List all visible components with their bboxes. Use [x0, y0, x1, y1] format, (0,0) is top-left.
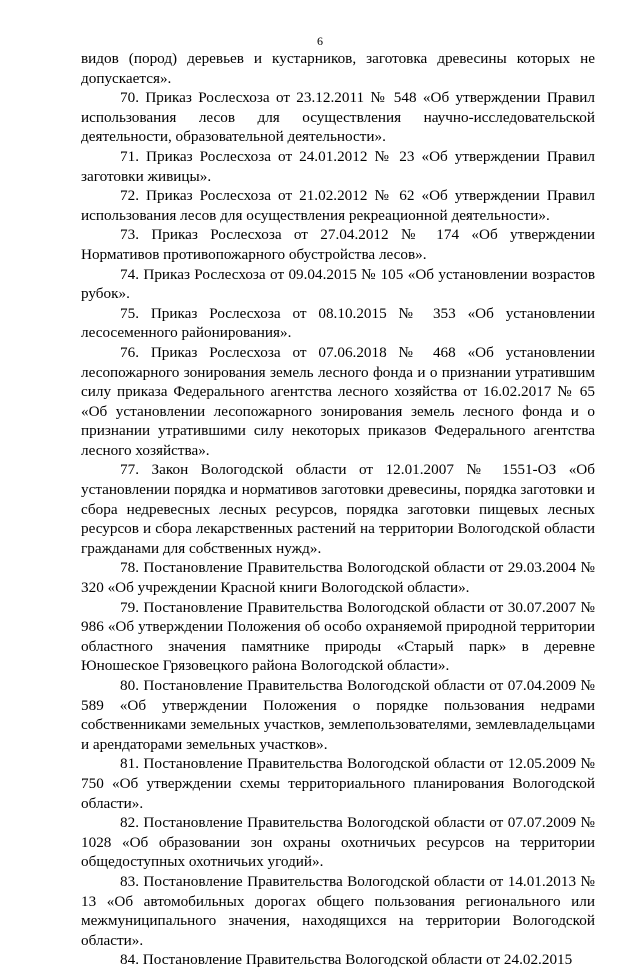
list-item-82	[81, 813, 595, 872]
item-text: Приказ Рослесхоза от 08.10.2015 № 353 «Об установлении лесосеменного районирования».	[81, 304, 596, 342]
list-item-71	[81, 147, 595, 186]
item-number: 78.	[120, 559, 139, 577]
list-item-74	[81, 265, 595, 304]
item-number: 72.	[120, 187, 139, 205]
list-item-76	[81, 343, 595, 461]
item-text: Постановление Правительства Вологодской области от 24.02.2015	[142, 951, 573, 969]
item-text: Постановление Правительства Вологодской области от 14.01.2013 № 13 «Об автомобильных дорогах общего пользования регионального или межмуниципального значения, находящихся на территории Вологодской области».	[81, 872, 595, 949]
document-body	[81, 49, 595, 970]
item-number: 77.	[120, 461, 139, 479]
lead-paragraph: видов (пород) деревьев и кустарников, заготовка древесины которых не допускается».	[81, 50, 595, 87]
list-item-77	[81, 460, 595, 558]
item-number: 82.	[120, 814, 139, 832]
item-text: Приказ Рослесхоза от 23.12.2011 № 548 «Об утверждении Правил использования лесов для осуществления научно-исследовательской деятельности, образовательной деятельности».	[81, 89, 596, 146]
item-number: 75.	[120, 304, 139, 322]
list-item-78	[81, 558, 595, 597]
item-number: 81.	[120, 755, 139, 773]
item-text: Приказ Рослесхоза от 21.02.2012 № 62 «Об утверждении Правил использования лесов для осуществления рекреационной деятельности».	[81, 187, 596, 224]
item-text: Приказ Рослесхоза от 09.04.2015 № 105 «Об установлении возрастов рубок».	[81, 265, 595, 303]
item-text: Постановление Правительства Вологодской области от 12.05.2009 № 750 «Об утверждении схемы территориального планирования Вологодской области».	[81, 755, 595, 812]
item-number: 74.	[120, 265, 139, 283]
item-number: 79.	[120, 598, 139, 616]
item-number: 76.	[120, 343, 139, 361]
list-item-72	[81, 186, 595, 225]
item-text: Закон Вологодской области от 12.01.2007 № 1551-ОЗ «Об установлении порядка и нормативов заготовки древесины, порядка заготовки и сбора недревесных лесных ресурсов, порядка заготовки пищевых лесных ресурсов и сбора лекарственных растений на территории Вологодской области гражданами для собственных нужд».	[81, 461, 596, 557]
item-number: 83.	[120, 872, 139, 890]
item-number: 84.	[120, 951, 139, 969]
list-item-80	[81, 676, 595, 754]
item-text: Постановление Правительства Вологодской области от 07.07.2009 № 1028 «Об образовании зон охраны охотничьих ресурсов на территории общедоступных охотничьих угодий».	[81, 814, 595, 871]
item-text: Приказ Рослесхоза от 24.01.2012 № 23 «Об утверждении Правил заготовки живицы».	[81, 147, 596, 185]
item-text: Постановление Правительства Вологодской области от 30.07.2007 № 986 «Об утверждении Положения об особо охраняемой природной территории областного значения памятнике природы «Старый парк» в деревне Юношеское Грязовецкого района Вологодской области».	[81, 598, 595, 675]
page-number: 6	[317, 34, 323, 48]
item-number: 70.	[120, 89, 139, 107]
list-item-73	[81, 225, 595, 264]
item-text: Постановление Правительства Вологодской области от 29.03.2004 № 320 «Об учреждении Красной книги Вологодской области».	[81, 559, 595, 597]
item-number: 80.	[120, 677, 139, 694]
item-number: 71.	[120, 147, 139, 165]
list-item-81	[81, 754, 595, 813]
list-item-75	[81, 304, 595, 343]
item-text: Приказ Рослесхоза от 27.04.2012 № 174 «Об утверждении Нормативов противопожарного обустройства лесов».	[81, 226, 596, 263]
item-text: Приказ Рослесхоза от 07.06.2018 № 468 «Об установлении лесопожарного зонирования земель лесного фонда и о признании утратившим силу приказа Федерального агентства лесного хозяйства от 16.02.2017 № 65 «Об установлении лесопожарного зонирования земель лесного фонда и о признании утратившими силу некоторых приказов Федерального агентства лесного хозяйства».	[81, 343, 596, 459]
list-item-70	[81, 88, 595, 147]
list-item-79	[81, 598, 595, 676]
item-text: Постановление Правительства Вологодской области от 07.04.2009 № 589 «Об утверждении Положения о порядке пользования недрами собственниками земельных участков, землепользователями, землевладельцами и арендаторами земельных участков».	[81, 677, 595, 753]
list-item-84	[81, 950, 595, 970]
item-number: 73.	[120, 226, 139, 244]
list-item-83	[81, 872, 595, 950]
